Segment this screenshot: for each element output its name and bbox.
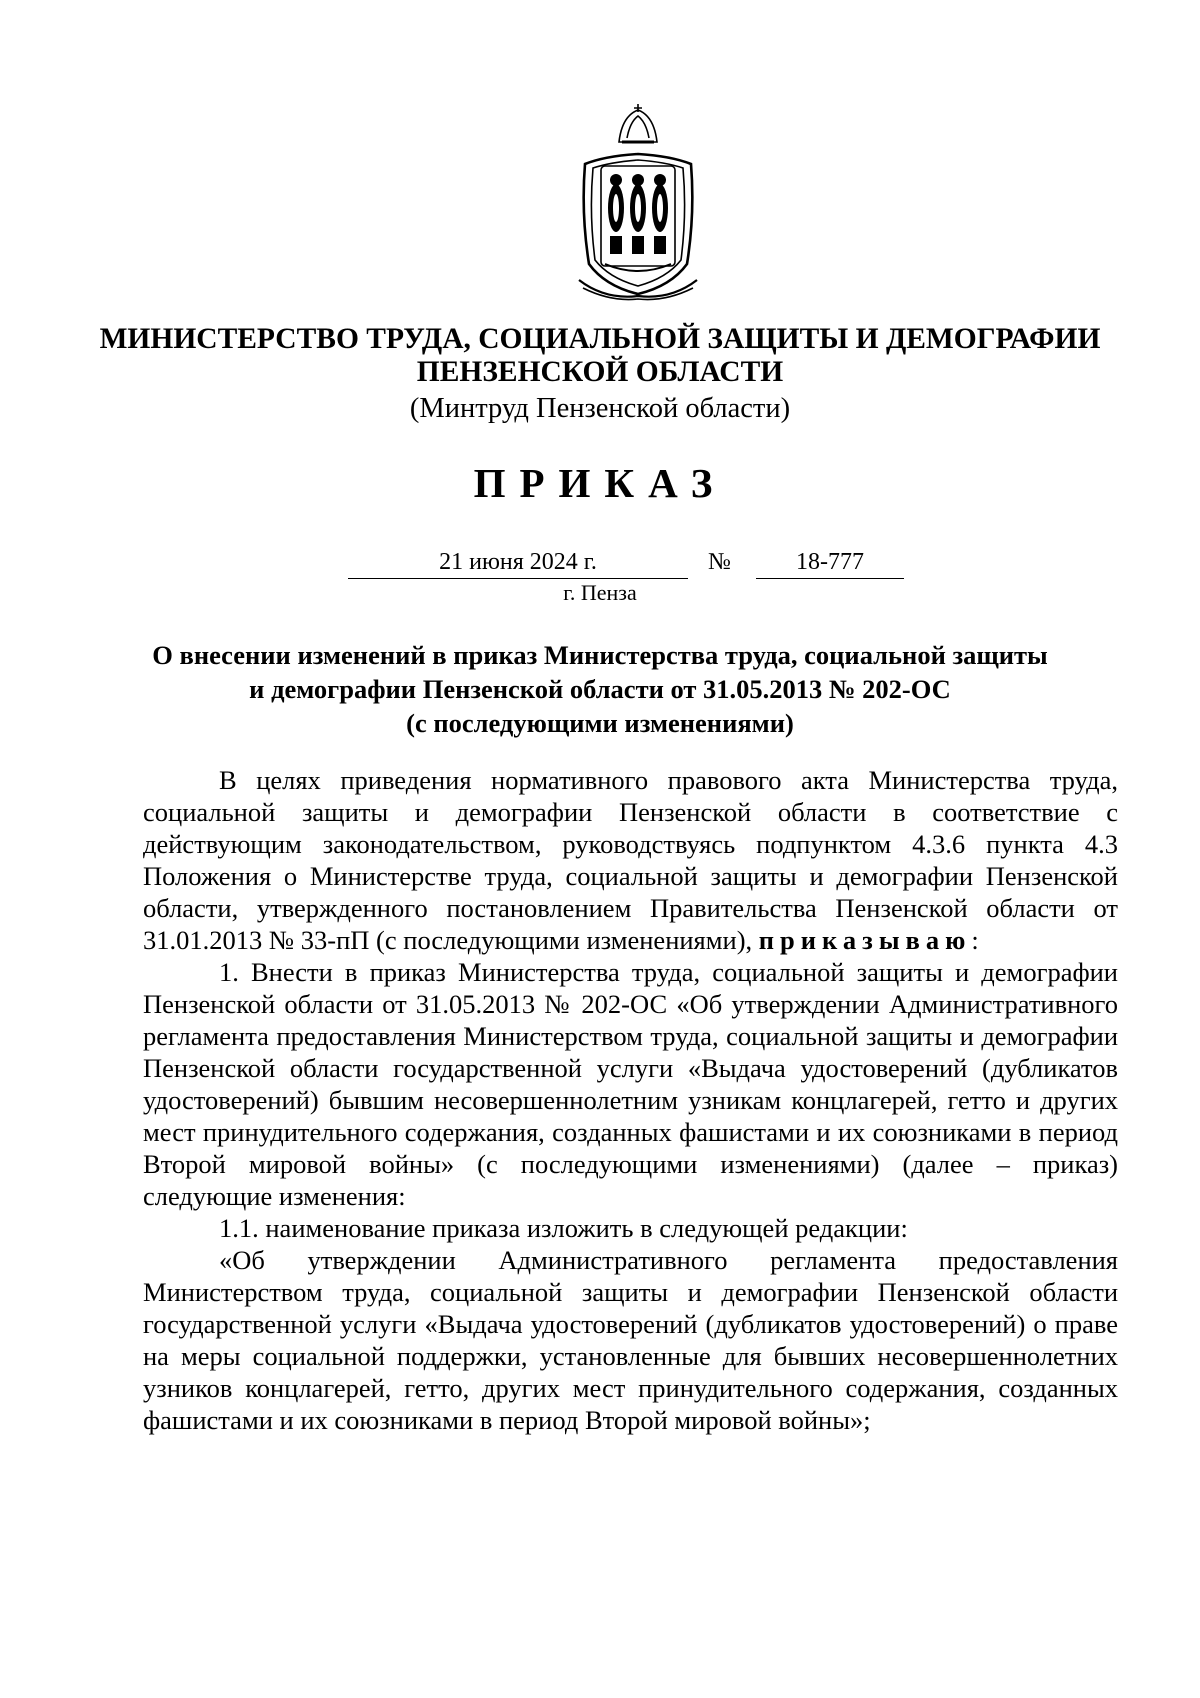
order-colon: :	[971, 925, 979, 955]
subject-line3: (с последующими изменениями)	[406, 708, 794, 738]
order-city: г. Пенза	[563, 580, 637, 605]
order-subject	[0, 638, 1200, 740]
ministry-short-name: (Минтруд Пензенской области)	[409, 393, 791, 424]
ministry-name-line1: МИНИСТЕРСТВО ТРУДА, СОЦИАЛЬНОЙ ЗАЩИТЫ И ДЕМОГРАФИИ	[99, 323, 1101, 355]
penza-region-coat-of-arms-icon	[575, 104, 701, 302]
document-type-title: ПРИКАЗ	[473, 460, 727, 506]
order-number: 18-777	[756, 548, 904, 579]
order-date: 21 июня 2024 г.	[348, 548, 688, 579]
preamble-text: В целях приведения нормативного правового акта Министерства труда, социальной защиты и демографии Пензенской области в соответствие с действующим законодательством, руководствуясь подпунктом 4.3.6 пункта 4.3 Положения о Министерстве труда, социальной защиты и демографии Пензенской области, утвержденного постановлением Правительства Пензенской области от 31.01.2013 № 33-пП (с последующими изменениями),	[143, 765, 1118, 955]
item-1-paragraph: 1. Внести в приказ Министерства труда, социальной защиты и демографии Пензенской области от 31.05.2013 № 202-ОС «Об утверждении Административного регламента предоставления Министерством труда, социальной защиты и демографии Пензенской области государственной услуги «Выдача удостоверений (дубликатов удостоверений) бывшим несовершеннолетним узникам концлагерей, гетто и других мест принудительного содержания, созданных фашистами и их союзниками в период Второй мировой войны» (с последующими изменениями) (далее – приказ) следующие изменения:	[143, 957, 1118, 1211]
preamble-paragraph	[143, 764, 1118, 956]
order-word: приказываю	[758, 925, 972, 955]
number-sign: №	[708, 549, 731, 575]
order-body	[143, 764, 1118, 1436]
subject-line1: О внесении изменений в приказ Министерства труда, социальной защиты	[152, 640, 1048, 670]
new-title-paragraph: «Об утверждении Административного регламента предоставления Министерством труда, социальной защиты и демографии Пензенской области государственной услуги «Выдача удостоверений (дубликатов удостоверений) о праве на меры социальной поддержки, установленные для бывших несовершеннолетних узников концлагерей, гетто, других мест принудительного содержания, созданных фашистами и их союзниками в период Второй мировой войны»;	[143, 1245, 1118, 1435]
subject-line2: и демографии Пензенской области от 31.05.2013 № 202-ОС	[249, 674, 951, 704]
item-1-1-paragraph: 1.1. наименование приказа изложить в следующей редакции:	[219, 1213, 908, 1243]
ministry-name	[0, 323, 1200, 389]
ministry-name-line2: ПЕНЗЕНСКОЙ ОБЛАСТИ	[416, 356, 784, 388]
